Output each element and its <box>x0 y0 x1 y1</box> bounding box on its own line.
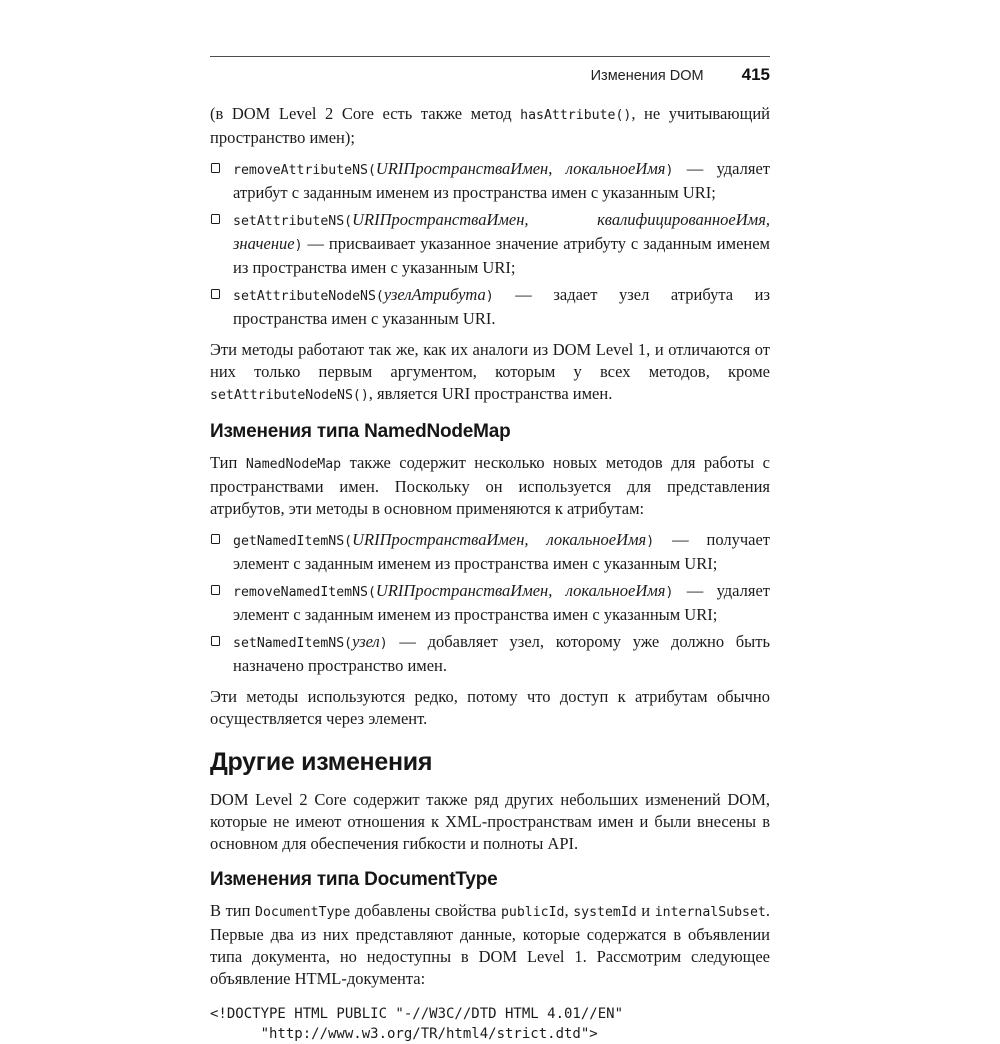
square-bullet-icon <box>211 534 220 544</box>
paragraph-documenttype: В тип DocumentType добавлены свойства publicId, systemId и internalSubset. Первые два из них представляют данные, которые содержатся в объявлении типа документа, но недоступны в DOM Level 1. Рассмотрим следующее объявление HTML-документа: <box>210 901 770 988</box>
chapter-heading-other-changes: Другие изменения <box>210 748 433 776</box>
paragraph-namednodemap-note: Эти методы используются редко, потому что доступ к атрибутам обычно осуществляется через элемент. <box>210 687 770 728</box>
list-item <box>210 580 770 626</box>
section-heading-namednodemap: Изменения типа NamedNodeMap <box>210 421 511 442</box>
section-heading-documenttype: Изменения типа DocumentType <box>210 869 498 890</box>
running-head <box>210 56 770 85</box>
paragraph-other-changes: DOM Level 2 Core содержит также ряд других небольших изменений DOM, которые не имеют отношения к XML-пространствам имен и были внесены в основном для обеспечения гибкости и полноты API. <box>210 790 770 853</box>
list-item-text: setNamedItemNS(узел) — добавляет узел, которому уже должно быть назначено пространство имен. <box>233 632 770 675</box>
code-block <box>210 1004 770 1044</box>
page-content <box>210 0 770 1044</box>
attribute-methods-list <box>210 158 770 330</box>
paragraph-intro-continuation: (в DOM Level 2 Core есть также метод hasAttribute(), не учитывающий пространство имен); <box>210 104 770 147</box>
square-bullet-icon <box>211 636 220 646</box>
list-item <box>210 209 770 279</box>
paragraph-namednodemap-intro: Тип NamedNodeMap также содержит несколько новых методов для работы с пространствами имен. Поскольку он используется для представления атрибутов, эти методы в основном применяются к атрибутам: <box>210 453 770 518</box>
namednodemap-methods-list <box>210 529 770 677</box>
square-bullet-icon <box>211 214 220 224</box>
square-bullet-icon <box>211 585 220 595</box>
running-head-title: Изменения DOM <box>590 68 704 84</box>
list-item <box>210 158 770 204</box>
list-item <box>210 529 770 575</box>
code-line: "http://www.w3.org/TR/html4/strict.dtd"> <box>210 1026 598 1042</box>
paragraph-attr-note: Эти методы работают так же, как их аналоги из DOM Level 1, и отличаются от них только первым аргументом, которым у всех методов, кроме setAttributeNodeNS(), является URI пространства имен. <box>210 340 770 403</box>
square-bullet-icon <box>211 163 220 173</box>
list-item <box>210 631 770 677</box>
code-line: <!DOCTYPE HTML PUBLIC "-//W3C//DTD HTML 4.01//EN" <box>210 1006 624 1022</box>
list-item-text: setAttributeNS(URIПространстваИмен, квалифицированноеИмя, значение) — присваивает указанное значение атрибуту с заданным именем из пространства имен с указанным URI; <box>233 210 770 277</box>
list-item-text: getNamedItemNS(URIПространстваИмен, локальноеИмя) — получает элемент с заданным именем из пространства имен с указанным URI; <box>233 530 770 573</box>
square-bullet-icon <box>211 289 220 299</box>
list-item <box>210 284 770 330</box>
list-item-text: setAttributeNodeNS(узелАтрибута) — задает узел атрибута из пространства имен с указанным URI. <box>233 285 770 328</box>
page-number: 415 <box>741 65 770 84</box>
list-item-text: removeNamedItemNS(URIПространстваИмен, локальноеИмя) — удаляет элемент с заданным именем из пространства имен с указанным URI; <box>233 581 771 624</box>
list-item-text: removeAttributeNS(URIПространстваИмен, локальноеИмя) — удаляет атрибут с заданным именем из пространства имен с указанным URI; <box>233 159 771 202</box>
